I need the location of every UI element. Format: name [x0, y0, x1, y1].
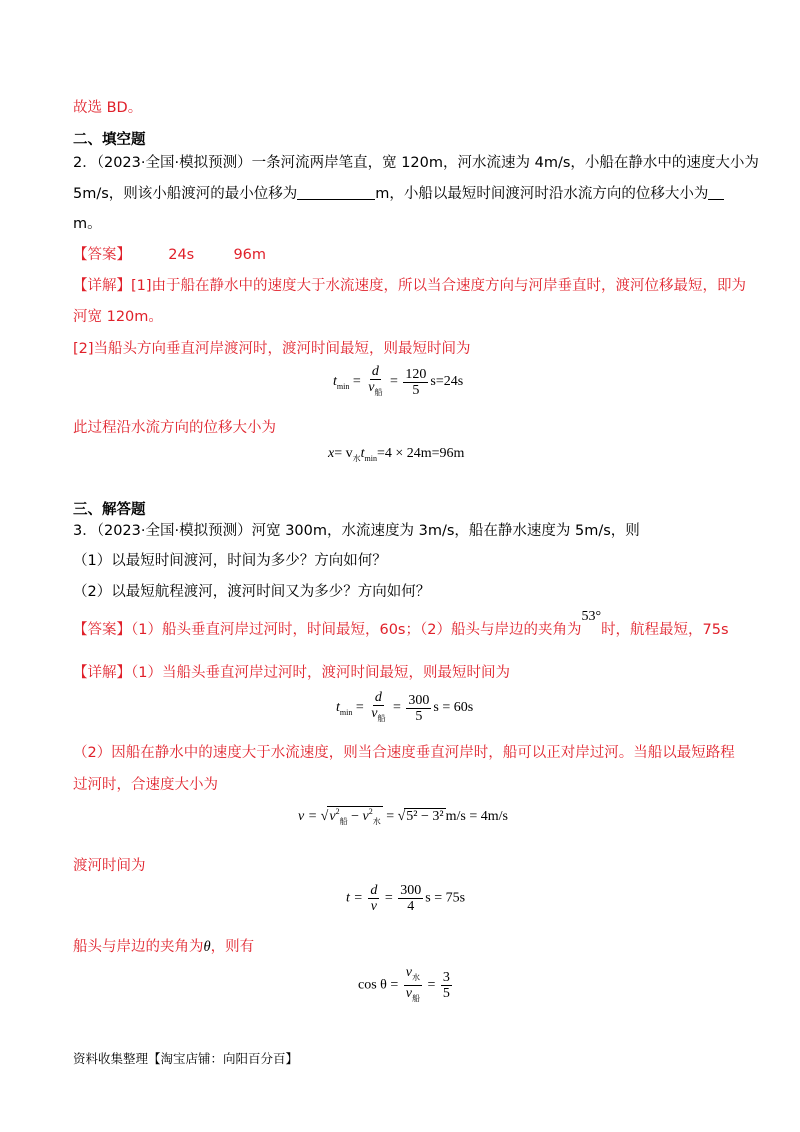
q2-answer: [73, 245, 266, 265]
q2-text-b: m，小船以最短时间渡河时沿水流方向的位移大小为: [375, 186, 709, 202]
answer-value-1: 24s: [168, 247, 195, 263]
answer-label: 【答案】: [73, 247, 131, 263]
section-3-heading: 三、解答题: [73, 502, 146, 518]
q3-line-1: 3．（2023·全国·模拟预测）河宽 300m，水流速度为 3m/s，船在静水速度为 5m/s，则: [73, 523, 640, 539]
answer-value-2: 96m: [233, 247, 267, 263]
formula-t-crossing: t = $\frac{d}{v}$ = $\frac{300}{4}$ s = 75s: [346, 883, 466, 914]
page-footer: 资料收集整理【淘宝店铺：向阳百分百】: [73, 1051, 299, 1066]
q2-line-1: 2．（2023·全国·模拟预测）一条河流两岸笔直，宽 120m，河水流速为 4m/s，小船在静水中的速度大小为: [73, 155, 759, 171]
q3-sub-2: （2）以最短航程渡河，渡河时间又为多少？方向如何？: [73, 584, 431, 600]
q3-answer: 【答案】（1）船头垂直河岸过河时，时间最短，60s；（2）船头与岸边的夹角为53°时，航程最短，75s: [73, 609, 729, 638]
answer-blank-1[interactable]: [297, 185, 375, 200]
q3-detail-a: 【详解】（1）当船头垂直河岸过河时，渡河时间最短，则最短时间为: [73, 665, 510, 681]
q2-text-a: 5m/s，则该小船渡河的最小位移为: [73, 186, 298, 202]
q2-line-3: m。: [73, 216, 102, 232]
q3-detail-c: 渡河时间为: [73, 858, 146, 874]
q2-detail-line-2: 河宽 120m。: [73, 309, 163, 325]
q3-detail-b-2: 过河时，合速度大小为: [73, 777, 218, 793]
formula-x-displacement: $x= v_水t_{min}=4 \times 24m=96m$: [328, 446, 465, 463]
q2-detail-line-4: 此过程沿水流方向的位移大小为: [73, 420, 276, 436]
answer-blank-2[interactable]: [708, 185, 724, 200]
angle-53: 53°: [581, 609, 602, 624]
q3-sub-1: （1）以最短时间渡河，时间为多少？方向如何？: [73, 553, 387, 569]
q3-detail-b-1: （2）因船在静水中的速度大于水流速度，则当合速度垂直河岸时，船可以正对岸过河。当船以最短路程: [73, 745, 735, 761]
theta-symbol: θ: [203, 939, 211, 955]
formula-t-min-1: $t_{min}$ = $\frac{d}{v_船}$ = $\frac{120}{5}$ s=24s: [333, 364, 464, 398]
q2-detail-line-3: [2]当船头方向垂直河岸渡河时，渡河时间最短，则最短时间为: [73, 341, 471, 357]
formula-v-resultant: $v = √v^2_船 - v^2_水 = √5^2 - 3^2$ m/s = 4m/s: [298, 807, 508, 826]
q2-line-2: [73, 184, 724, 204]
section-2-heading: 二、填空题: [73, 132, 146, 148]
formula-cos-theta: cos θ = $\frac{v_水}{v_船}$ = $\frac{3}{5}$: [358, 965, 450, 1003]
q3-detail-d: 船头与岸边的夹角为θ，则有: [73, 939, 255, 955]
top-conclusion: 故选 BD。: [73, 100, 143, 116]
q2-detail-line-1: 【详解】[1]由于船在静水中的速度大于水流速度，所以当合速度方向与河岸垂直时，渡河位移最短，即为: [73, 278, 747, 294]
formula-t-min-2: $t_{min}$ = $\frac{d}{v_船}$ = $\frac{300}{5}$ s = 60s: [336, 690, 474, 724]
